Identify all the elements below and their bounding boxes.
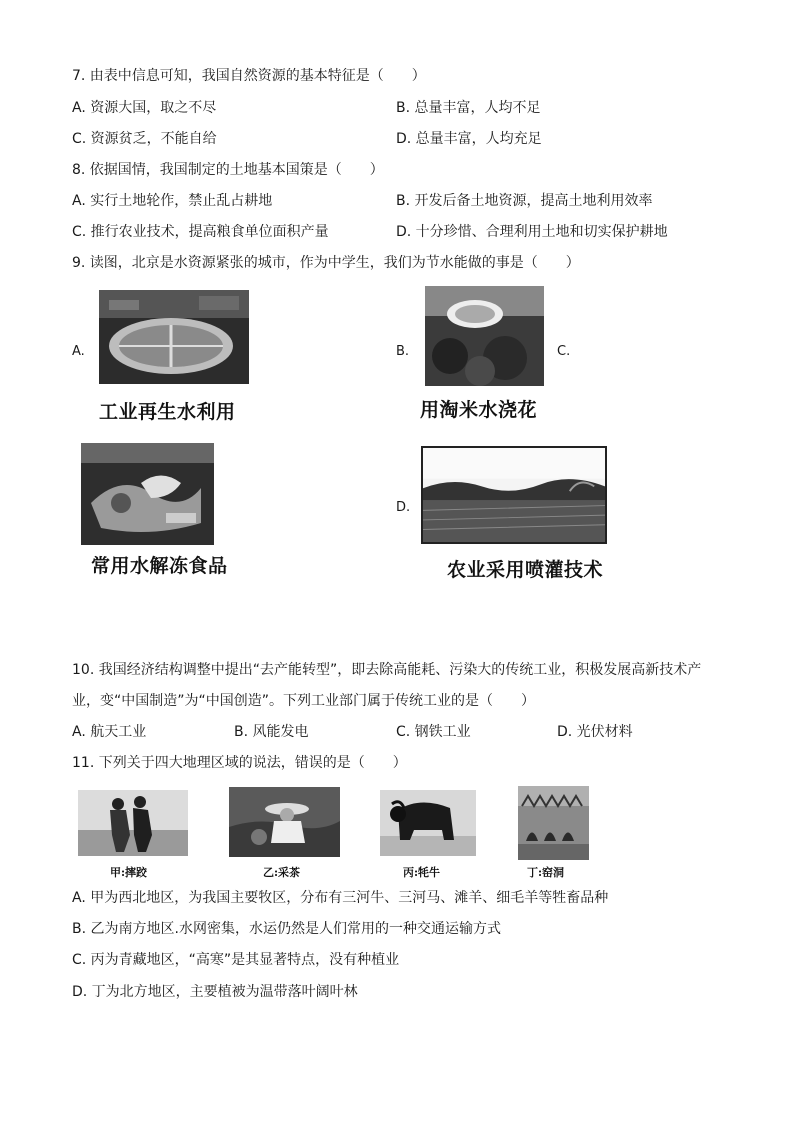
q7-option-c[interactable]: C. 资源贫乏，不能自给 <box>72 131 217 147</box>
thawing-food-with-water-photo <box>81 443 214 545</box>
q10-stem-line1: 10. 我国经济结构调整中提出“去产能转型”，即去除高能耗、污染大的传统工业，积极发展高新技术产 <box>72 662 702 678</box>
q11-caption-bing: 丙:牦牛 <box>403 866 441 879</box>
sprinkler-irrigation-photo <box>421 446 607 544</box>
q10-option-d[interactable]: D. 光伏材料 <box>557 724 633 740</box>
q7-option-d[interactable]: D. 总量丰富，人均充足 <box>396 131 542 147</box>
q9-caption-a: 工业再生水利用 <box>99 401 236 423</box>
q11-option-b[interactable]: B. 乙为南方地区.水网密集，水运仍然是人们常用的一种交通运输方式 <box>72 921 501 937</box>
q10-option-c[interactable]: C. 钢铁工业 <box>396 724 471 740</box>
q10-option-a[interactable]: A. 航天工业 <box>72 724 147 740</box>
q10-stem-line2: 业，变“中国制造”为“中国创造”。下列工业部门属于传统工业的是（ ） <box>72 693 536 709</box>
q11-caption-ding: 丁:窑洞 <box>527 866 565 879</box>
q7-option-b[interactable]: B. 总量丰富，人均不足 <box>396 100 541 116</box>
q7-option-a[interactable]: A. 资源大国，取之不尽 <box>72 100 217 116</box>
q8-option-d[interactable]: D. 十分珍惜、合理利用土地和切实保护耕地 <box>396 224 668 240</box>
q9-option-c-letter[interactable]: C. <box>557 344 571 359</box>
cave-dwelling-photo <box>518 786 589 860</box>
q8-option-c[interactable]: C. 推行农业技术，提高粮食单位面积产量 <box>72 224 329 240</box>
q11-caption-jia: 甲:摔跤 <box>110 866 148 879</box>
q9-caption-b: 用淘米水浇花 <box>420 399 538 421</box>
tea-picking-photo <box>229 787 340 857</box>
q11-stem: 11. 下列关于四大地理区域的说法，错误的是（ ） <box>72 755 407 771</box>
rice-water-watering-flowers-photo <box>425 286 544 386</box>
q8-option-b[interactable]: B. 开发后备土地资源，提高土地利用效率 <box>396 193 653 209</box>
yak-photo <box>380 790 476 856</box>
q9-stem: 9. 读图，北京是水资源紧张的城市，作为中学生，我们为节水能做的事是（ ） <box>72 255 580 271</box>
industrial-water-recycling-photo <box>99 290 249 384</box>
q8-option-a[interactable]: A. 实行土地轮作，禁止乱占耕地 <box>72 193 273 209</box>
q9-option-d-letter[interactable]: D. <box>396 500 411 515</box>
q11-caption-yi: 乙:采茶 <box>263 866 301 879</box>
q10-option-b[interactable]: B. 风能发电 <box>234 724 309 740</box>
q8-stem: 8. 依据国情，我国制定的土地基本国策是（ ） <box>72 162 384 178</box>
q11-option-a[interactable]: A. 甲为西北地区，为我国主要牧区，分布有三河牛、三河马、滩羊、细毛羊等牲畜品种 <box>72 890 609 906</box>
q11-option-c[interactable]: C. 丙为青藏地区，“高寒”是其显著特点，没有种植业 <box>72 952 400 968</box>
q7-stem: 7. 由表中信息可知，我国自然资源的基本特征是（ ） <box>72 68 426 84</box>
wrestling-photo <box>78 790 188 856</box>
q11-option-d[interactable]: D. 丁为北方地区，主要植被为温带落叶阔叶林 <box>72 984 358 1000</box>
q9-caption-c: 常用水解冻食品 <box>91 555 228 577</box>
q9-option-b-letter[interactable]: B. <box>396 344 410 359</box>
q9-option-a-letter[interactable]: A. <box>72 344 85 359</box>
q9-caption-d: 农业采用喷灌技术 <box>447 559 604 581</box>
